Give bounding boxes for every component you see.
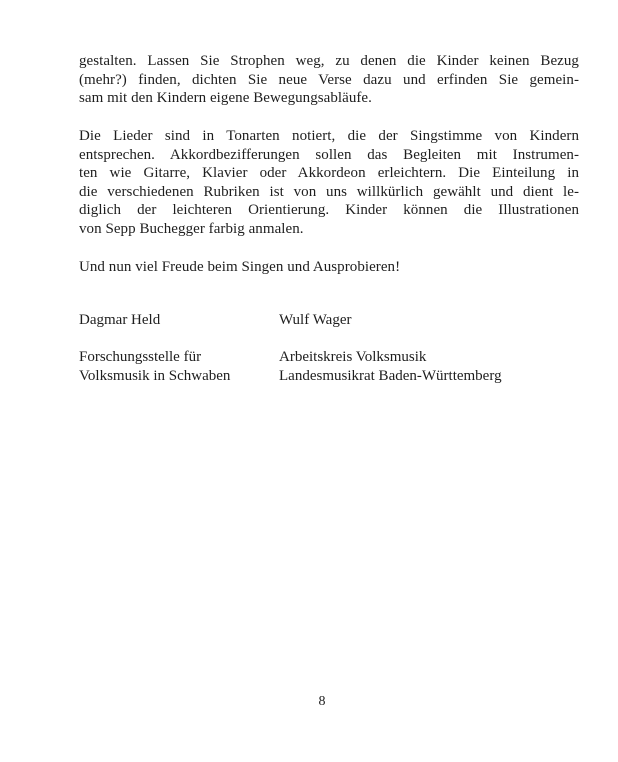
text-line: ten wie Gitarre, Klavier oder Akkordeon erleichtern. Die Einteilung in (79, 165, 579, 182)
signature-name-right (279, 311, 351, 330)
signature-organization-right (279, 348, 502, 385)
text-line: die verschiedenen Rubriken ist von uns willkürlich gewählt und dient le- (79, 183, 579, 200)
text-line: Und nun viel Freude beim Singen und Ausprobieren! (79, 259, 401, 275)
author-name: Wulf Wager (279, 312, 352, 328)
organization-line: Forschungsstelle für (79, 349, 202, 365)
paragraph-intro-continuation (79, 52, 579, 108)
text-line: entsprechen. Akkordbezifferungen sollen das Begleiten mit Instrumen- (79, 146, 579, 163)
signature-name-left (79, 311, 160, 330)
text-line: Die Lieder sind in Tonarten notiert, die der Singstimme von Kindern (79, 128, 579, 144)
signature-organization-left (79, 348, 230, 385)
paragraph-closing-wish (79, 258, 579, 277)
organization-line: Landesmusikrat Baden-Württemberg (279, 367, 502, 384)
text-line: von Sepp Buchegger farbig anmalen. (79, 220, 304, 237)
organization-line: Volksmusik in Schwaben (79, 367, 231, 384)
organization-line: Arbeitskreis Volksmusik (279, 349, 427, 365)
author-name: Dagmar Held (79, 312, 161, 328)
text-line: sam mit den Kindern eigene Bewegungsabläufe. (79, 90, 372, 107)
text-line: diglich der leichteren Orientierung. Kinder können die Illustrationen (79, 202, 579, 219)
text-line: gestalten. Lassen Sie Strophen weg, zu denen die Kinder keinen Bezug (79, 53, 579, 69)
paragraph-notation-info (79, 127, 579, 239)
text-line: (mehr?) finden, dichten Sie neue Verse dazu und erfinden Sie gemein- (79, 71, 579, 88)
page-number: 8 (318, 694, 326, 709)
